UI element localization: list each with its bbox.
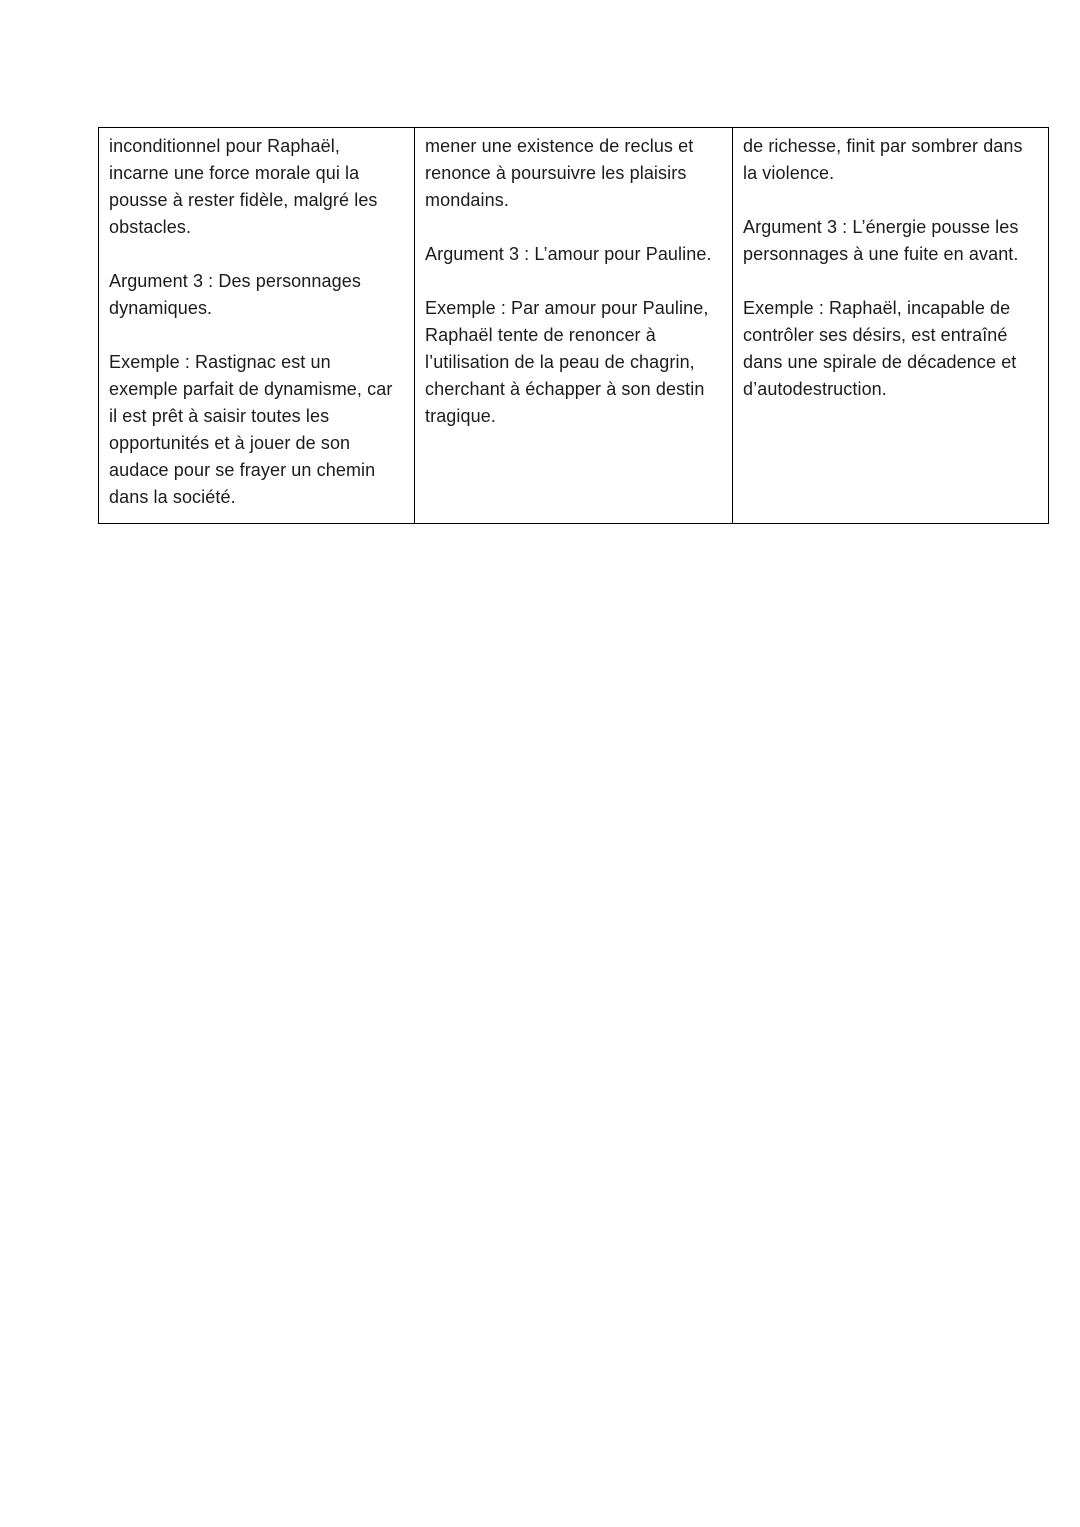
cell-paragraph-example: Exemple : Rastignac est un exemple parfait de dynamisme, car il est prêt à saisir toutes les opportunités et à jouer de son audace pour se frayer un chemin dans la société. xyxy=(109,352,393,507)
cell-paragraph-argument: Argument 3 : L’énergie pousse les personnages à une fuite en avant. xyxy=(743,217,1019,264)
cell-paragraph-continuation: inconditionnel pour Raphaël, incarne une force morale qui la pousse à rester fidèle, malgré les obstacles. xyxy=(109,136,378,237)
table-cell-column-1 xyxy=(99,128,415,524)
cell-paragraph-continuation: de richesse, finit par sombrer dans la violence. xyxy=(743,136,1023,183)
table-cell-column-3 xyxy=(733,128,1049,524)
cell-paragraph-argument: Argument 3 : L’amour pour Pauline. xyxy=(425,244,712,264)
table-cell-column-2 xyxy=(415,128,733,524)
cell-paragraph-continuation: mener une existence de reclus et renonce à poursuivre les plaisirs mondains. xyxy=(425,136,694,210)
arguments-table xyxy=(98,127,1049,524)
cell-paragraph-example: Exemple : Raphaël, incapable de contrôler ses désirs, est entraîné dans une spirale de décadence et d’autodestruction. xyxy=(743,298,1017,399)
cell-paragraph-example: Exemple : Par amour pour Pauline, Raphaël tente de renoncer à l’utilisation de la peau de chagrin, cherchant à échapper à son destin tragique. xyxy=(425,298,709,426)
cell-paragraph-argument: Argument 3 : Des personnages dynamiques. xyxy=(109,271,361,318)
table-row xyxy=(99,128,1049,524)
